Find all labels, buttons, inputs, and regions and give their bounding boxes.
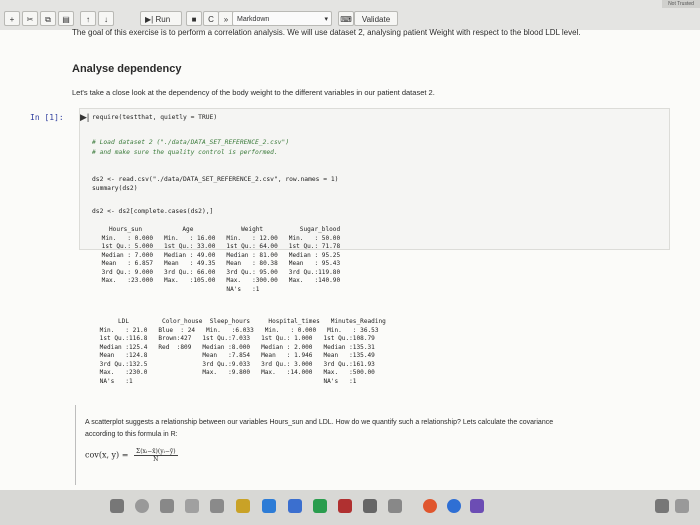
section-heading: Analyse dependency (72, 63, 182, 75)
code-comment: # and make sure the quality control is performed. (92, 149, 278, 156)
not-trusted-badge[interactable]: Not Trusted (662, 0, 700, 8)
move-up-icon[interactable]: ↑ (80, 11, 96, 26)
circle-icon[interactable] (135, 499, 149, 513)
app-icon[interactable] (210, 499, 224, 513)
keyboard-icon[interactable]: ⌨ (338, 11, 354, 26)
notebook-area (0, 30, 700, 490)
cell-type-value: Markdown (237, 16, 270, 23)
cut-icon[interactable]: ✂ (22, 11, 38, 26)
validate-button[interactable]: Validate (354, 11, 398, 26)
formula-denominator: N (153, 456, 159, 463)
copy-icon[interactable]: ⧉ (40, 11, 56, 26)
app-icon[interactable] (363, 499, 377, 513)
summary-output-table-1: Hours_sun Age Weight Sugar_blood Min. : 0.000 Min. : 16.00 Min. : 12.00 Min. : 50.00 1st Qu.: 5.000 1st Qu.: 33.00 1st Qu.: 64.00 1st Qu.: 71.78 Median : 7.000 Median : 49.00 Median : 81.00 Median : 95.25 Mean : 6.857 Mean : 49.35 Mean : 80.38 Mean : 95.43 3rd Qu.: 9.000 3rd Qu.: 66.00 3rd Qu.: 95.00 3rd Qu.:119.80 Max. :23.000 Max. :105.00 Max. :300.00 Max. :140.90 NA's :1 (101, 226, 341, 293)
stop-icon[interactable]: ■ (186, 11, 202, 26)
app-icon[interactable] (160, 499, 174, 513)
cell-prompt: In [1]: (30, 113, 64, 122)
app-icon[interactable] (185, 499, 199, 513)
formula-fraction (134, 448, 178, 463)
code-line: ds2 <- ds2[complete.cases(ds2),] (92, 208, 214, 215)
markdown-text: A scatterplot suggests a relationship between our variables Hours_sun and LDL. How do we quantify such a relationship? Lets calculate the covariance (85, 419, 554, 426)
mail-icon[interactable] (288, 499, 302, 513)
cell-type-dropdown[interactable] (232, 11, 332, 26)
app-icon[interactable] (388, 499, 402, 513)
code-line: require(testthat, quietly = TRUE) (92, 114, 218, 121)
intro-text: The goal of this exercise is to perform a correlation analysis. We will use dataset 2, analysing patient Weight with respect to the blood LDL level. (72, 28, 581, 37)
browser-icon[interactable] (423, 499, 437, 513)
run-label: Run (155, 15, 171, 24)
formula-numerator: Σ(xᵢ−x̄)(yᵢ−ȳ) (135, 448, 176, 455)
covariance-formula (85, 448, 178, 463)
intro-paragraph: Let's take a close look at the dependency of the body weight to the different variables in our patient dataset 2. (72, 88, 435, 97)
app-icon[interactable] (470, 499, 484, 513)
move-down-icon[interactable]: ↓ (98, 11, 114, 26)
paste-icon[interactable]: ▤ (58, 11, 74, 26)
code-line: ds2 <- read.csv("./data/DATA_SET_REFERENCE_2.csv", row.names = 1) (92, 176, 339, 183)
system-tray-icon[interactable] (655, 499, 669, 513)
markdown-text: according to this formula in R: (85, 431, 178, 438)
cell-selection-bar (75, 405, 76, 485)
notebook-toolbar (0, 0, 700, 30)
browser-icon[interactable] (447, 499, 461, 513)
formula-lhs: cov(x, y) = (85, 450, 129, 460)
presentation-icon[interactable] (338, 499, 352, 513)
restart-icon[interactable]: C (203, 11, 219, 26)
code-comment: # Load dataset 2 ("./data/DATA_SET_REFERENCE_2.csv") (92, 139, 290, 146)
folder-icon[interactable] (236, 499, 250, 513)
store-icon[interactable] (262, 499, 276, 513)
run-cell-icon[interactable]: ▶| (80, 112, 90, 122)
file-icon[interactable] (110, 499, 124, 513)
sheet-icon[interactable] (313, 499, 327, 513)
os-taskbar (0, 490, 700, 525)
code-line: summary(ds2) (92, 185, 138, 192)
summary-output-table-2: LDL Color_house Sleep_hours Hospital_times Minutes_Reading Min. : 21.0 Blue : 24 Min. :6.033 Min. : 0.000 Min. : 36.53 1st Qu.:116.8 Brown:427 1st Qu.:7.033 1st Qu.: 1.000 1st Qu.:108.79 Median :125.4 Red :809 Median :8.000 Median : 2.000 Median :135.31 Mean :124.8 Mean :7.854 Mean : 1.946 Mean :135.49 3rd Qu.:132.5 3rd Qu.:9.033 3rd Qu.: 3.000 3rd Qu.:161.93 Max. :230.0 Max. :9.800 Max. :14.000 Max. :500.00 NA's :1 NA's :1 (99, 318, 386, 385)
run-button[interactable] (140, 11, 182, 26)
chevron-down-icon: ▾ (324, 16, 328, 23)
restart-run-all-icon[interactable]: » (218, 11, 234, 26)
run-icon: ▶| (145, 15, 154, 24)
add-cell-button[interactable]: + (4, 11, 20, 26)
system-tray-icon[interactable] (675, 499, 689, 513)
